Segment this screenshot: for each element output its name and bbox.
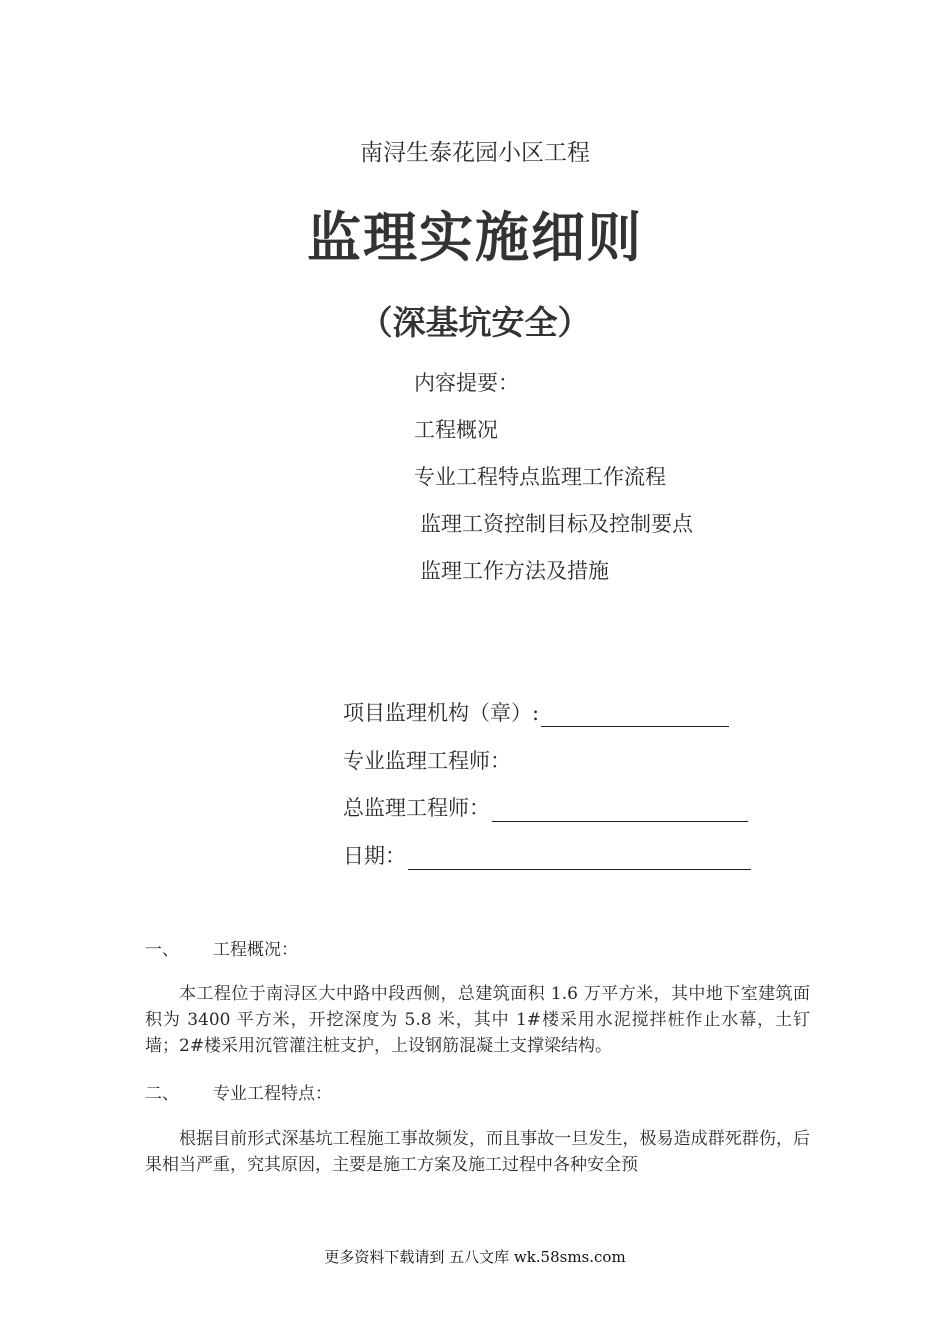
signature-date-line	[408, 847, 751, 870]
section-number: 一、	[145, 940, 179, 960]
signature-org-row	[343, 697, 729, 727]
toc-item: 工程概况	[414, 418, 498, 442]
signature-engineer-label: 专业监理工程师：	[343, 749, 511, 773]
signature-engineer-row	[343, 745, 511, 775]
section-heading	[145, 935, 298, 960]
signature-date-label: 日期：	[343, 844, 406, 868]
toc-heading: 内容提要：	[414, 371, 519, 395]
section-title: 工程概况：	[213, 940, 298, 960]
signature-org-label: 项目监理机构（章）:	[343, 701, 540, 725]
signature-date-row	[343, 840, 751, 870]
section-body	[145, 1126, 810, 1178]
document-title: 监理实施细则	[307, 205, 643, 269]
project-subtitle: 南浔生泰花园小区工程	[360, 140, 590, 166]
footer-download-note: 更多资料下载请到 五八文库 wk.58sms.com	[324, 1248, 626, 1266]
toc-item: 监理工资控制目标及控制要点	[420, 512, 693, 536]
document-title-subject: （深基坑安全）	[359, 303, 591, 342]
toc-item: 监理工作方法及措施	[420, 559, 609, 583]
section-number: 二、	[145, 1084, 179, 1104]
signature-chief-row	[343, 792, 748, 822]
signature-chief-label: 总监理工程师：	[343, 796, 490, 820]
signature-org-line	[541, 704, 729, 727]
section-paragraph: 根据目前形式深基坑工程施工事故频发，而且事故一旦发生，极易造成群死群伤，后果相当严重，究其原因，主要是施工方案及施工过程中各种安全预	[145, 1129, 810, 1175]
section-body	[145, 981, 810, 1059]
section-paragraph: 本工程位于南浔区大中路中段西侧，总建筑面积 1.6 万平方米，其中地下室建筑面积为 3400 平方米，开挖深度为 5.8 米，其中 1#楼采用水泥搅拌桩作止水幕，土钉墙；2#楼采用沉管灌注桩支护，上设钢筋混凝土支撑梁结构。	[145, 984, 810, 1056]
toc-item: 专业工程特点监理工作流程	[414, 465, 666, 489]
signature-chief-line	[492, 799, 748, 822]
section-title: 专业工程特点：	[213, 1084, 332, 1104]
section-heading	[145, 1079, 332, 1104]
